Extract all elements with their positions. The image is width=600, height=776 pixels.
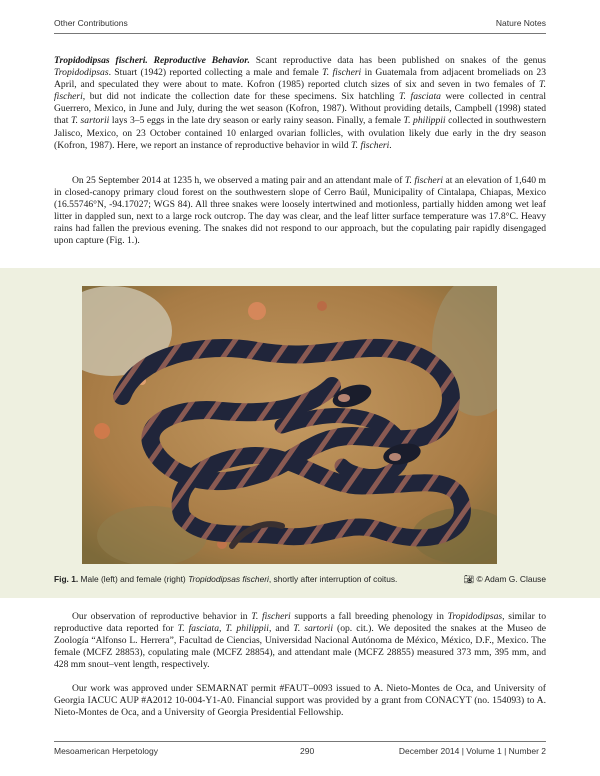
text-run: . Stuart (1942) reported collecting a male and female bbox=[108, 67, 323, 79]
credit-text: © Adam G. Clause bbox=[476, 574, 546, 584]
footer-rule bbox=[54, 741, 546, 742]
text-run: . bbox=[389, 139, 392, 151]
header-section: Other Contributions bbox=[54, 18, 128, 28]
species-name: T. philippii bbox=[403, 115, 446, 127]
journal-name: Mesoamerican Herpetology bbox=[54, 746, 158, 756]
page-number: 290 bbox=[300, 746, 315, 756]
text-run: (op. cit.). We deposited the snakes at the Museo de Zoología “Alfonso L. Herrera”, Facultad de Ciencias, Universidad Nacional Autónoma de México, México, D.F., Mexico. The female (MCFZ 28853), copulating male (MCFZ 28854), and attendant male (MCFZ 28855) measured 373 mm, 395 mm, and 428 mm snout–vent length, respectively. bbox=[54, 623, 546, 671]
text-run: in Guatemala from adjacent bromeliads on 23 April, and speculated they were about to mate. Kofron (1985) reported clutch sizes of six and seven in two females of bbox=[54, 67, 546, 91]
figure-panel bbox=[0, 268, 600, 598]
species-name: T. sartorii bbox=[293, 623, 334, 635]
text-run: were collected in central Guerrero, Mexico, in June and July, during the wet season (Kofron, 1987). Without providing details, Campbell (1998) stated that bbox=[54, 91, 546, 127]
photo-credit bbox=[464, 574, 546, 585]
species-name: T. fasciata bbox=[398, 91, 441, 103]
text-run: , and bbox=[268, 623, 294, 635]
caption-text: Male (left) and female (right) bbox=[78, 574, 189, 584]
species-name: T. fischeri bbox=[404, 175, 444, 186]
species-heading: Tropidodipsas fischeri. Reproductive Behavior. bbox=[54, 55, 250, 66]
species-name: T. sartorii bbox=[70, 115, 110, 127]
acknowledgments-text: Our work was approved under SEMARNAT permit #FAUT–0093 issued to A. Nieto-Montes de Oca, and University of Georgia IACUC AUP #A2012 10-004-Y1-A0. Financial support was provided by a grant from CONACYT (no. 154093) to A. Nieto-Montes de Oca, and a University of Georgia Presidential Fellowship. bbox=[54, 683, 546, 719]
paragraph-acknowledgments bbox=[54, 683, 546, 719]
text-run: Scant reproductive data has been published on snakes of the genus bbox=[249, 55, 546, 66]
species-name: T. fasciata bbox=[177, 623, 219, 635]
text-run: lays 3–5 eggs in the late dry season or early rainy season. Finally, a female bbox=[109, 115, 404, 127]
camera-icon: 📷︎ bbox=[463, 574, 475, 584]
text-run: at an elevation of 1,640 m in closed-canopy primary cloud forest on the southwestern slope of Cerro Baúl, Municipality of Cintalapa, Chiapas, Mexico (16.55746°N, -94.17027; WGS 84). All three snakes were loosely intertwined and motionless, partially hidden among wet leaf litter in dappled sun, next to a large rock outcrop. The day was clear, and the leaf litter surface temperature was 17.8°C. Heavy rains had fallen the previous evening. The snakes did not respond to our approach, but the copulating pair rapidly disengaged upon capture (Fig. 1.). bbox=[54, 175, 546, 247]
caption-text: , shortly after interruption of coitus. bbox=[268, 574, 398, 584]
genus-name: Tropidodipsas bbox=[447, 611, 503, 622]
text-run: supports a fall breeding phenology in bbox=[290, 611, 448, 622]
species-name: T. fischeri bbox=[54, 79, 546, 103]
header-rule bbox=[54, 33, 546, 34]
text-run: collected in southwestern Jalisco, Mexico, on 23 October contained 10 enlarged ovarian follicles, with ovulation likely due early in the dry season (Kofron, 1987). Here, we report an instance of reproductive behavior in wild bbox=[54, 115, 546, 151]
paragraph-discussion bbox=[54, 611, 546, 671]
snake-photograph bbox=[82, 286, 497, 564]
figure-caption bbox=[54, 574, 546, 585]
text-run: Our observation of reproductive behavior in bbox=[72, 611, 252, 622]
snake-photo-illustration bbox=[82, 286, 497, 564]
text-run: , similar to reproductive data reported for bbox=[54, 611, 547, 635]
paragraph-observation bbox=[54, 175, 546, 248]
paragraph-intro bbox=[54, 55, 546, 152]
text-run: On 25 September 2014 at 1235 h, we observed a mating pair and an attendant male of bbox=[72, 175, 405, 186]
species-name: T. fischeri bbox=[351, 139, 390, 151]
issue-info: December 2014 | Volume 1 | Number 2 bbox=[398, 746, 546, 756]
species-name: T. fischeri bbox=[251, 611, 291, 622]
running-header bbox=[54, 18, 546, 32]
species-name: T. fischeri bbox=[322, 67, 362, 79]
text-run: , bbox=[219, 623, 226, 635]
figure-label: Fig. 1. bbox=[54, 574, 79, 584]
genus-name: Tropidodipsas bbox=[54, 67, 109, 79]
running-footer bbox=[54, 746, 546, 760]
header-column: Nature Notes bbox=[495, 18, 546, 28]
caption-species: Tropidodipsas fischeri bbox=[188, 574, 269, 584]
species-name: T. philippii bbox=[225, 623, 269, 635]
text-run: , but did not indicate the collection date for these specimens. Six hatchling bbox=[82, 91, 399, 103]
